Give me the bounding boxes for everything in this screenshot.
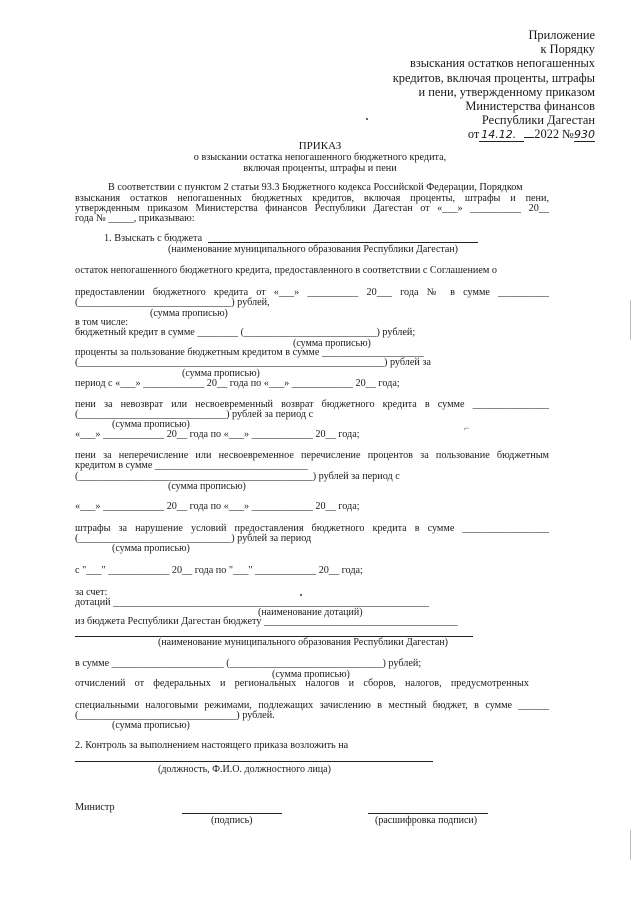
late-interest-line: пени за неперечисление или несвоевременное перечисление процентов за пользование бюджетным [75,450,549,461]
late-interest-line: кредитом в сумме ______________________________ [75,460,308,471]
header-line: Министерства финансов [465,99,595,114]
caption-municipality: (наименование муниципального образования Республики Дагестан) [168,244,459,255]
deductions-line: отчислений от федеральных и региональных налогов и сборов, налогов, предусмотренных [75,678,529,689]
caption-amount-words: (сумма прописью) [112,543,190,554]
caption-decoding: (расшифровка подписи) [375,815,478,826]
caption-municipality: (наименование муниципального образования Республики Дагестан) [158,637,449,648]
special-regimes-line: специальными налоговыми режимами, подлежащих зачислению в местный бюджет, в сумме ______ [75,700,549,711]
caption-signature: (подпись) [211,815,253,826]
caption-amount-words: (сумма прописью) [150,308,228,319]
scan-edge-mark [630,830,632,860]
document-subtitle: о взыскании остатка непогашенного бюджетного кредита, [193,152,447,163]
header-line: Республики Дагестан [481,113,595,128]
section2-text: 2. Контроль за выполнением настоящего приказа возложить на [75,740,349,751]
header-line: к Порядку [540,42,595,57]
intro-line: В соответствии с пунктом 2 статьи 93.3 Бюджетного кодекса Российской Федерации, Порядком [108,182,523,193]
period-line: с "___" ____________ 20__ года по "___" ____________ 20__ года; [75,565,363,576]
header-line: и пени, утвержденному приказом [418,84,595,99]
intro-line: утвержденным приказом Министерства финансов Республики Дагестан от «___» __________ 20__ [75,203,549,214]
document-title: ПРИКАЗ [298,140,342,152]
penalty-line: пени за невозврат или несвоевременный возврат бюджетного кредита в сумме _______________ [75,399,549,410]
period-line: «___» ____________ 20__ года по «___» ____________ 20__ года; [75,429,360,440]
special-rub-line: (_______________________________) рублей. [75,710,275,721]
handwritten-number: 930 [574,128,595,142]
caption-amount-words: (сумма прописью) [182,368,260,379]
rubles-line: (______________________________) рублей, [75,297,270,308]
fines-rub-line: (______________________________) рублей за период [75,533,312,544]
fill-line [75,761,433,762]
header-line: кредитов, включая проценты, штрафы [392,70,595,85]
caption-amount-words: (сумма прописью) [168,481,246,492]
including-label: в том числе: [75,317,129,328]
period-line: «___» ____________ 20__ года по «___» ____________ 20__ года; [75,501,360,512]
caption-amount-words: (сумма прописью) [293,338,371,349]
scan-speck [300,594,302,596]
signature-line [182,813,282,814]
scan-speck [366,118,368,120]
intro-line: года № _____, приказываю: [75,213,195,224]
handwritten-date: 14.12. [479,128,524,142]
section1-lead: 1. Взыскать с бюджета [104,233,203,244]
scan-edge-mark [630,300,632,340]
date-year: 2022 № [534,127,574,142]
fines-line: штрафы за нарушение условий предоставления бюджетного кредита в сумме _________________ [75,523,549,534]
interest-rub-line: (____________________________________________________________) рублей за [75,357,431,368]
document-subtitle: включая проценты, штрафы и пени [243,163,397,174]
interest-line: проценты за пользование бюджетным кредитом в сумме ____________________ [75,347,424,358]
signature-role: Министр [75,802,115,813]
credit-line: бюджетный кредит в сумме ________ (__________________________) рублей; [75,327,416,338]
caption-amount-words: (сумма прописью) [112,720,190,731]
penalty-rub-line: (_____________________________) рублей за период с [75,409,314,420]
caption-official: (должность, Ф.И.О. должностного лица) [158,764,331,775]
budget-line: из бюджета Республики Дагестан бюджету ______________________________________ [75,616,458,627]
period-line: период с «___» ____________ 20__ года по «___» ____________ 20__ года; [75,378,400,389]
header-line: Приложение [528,28,595,42]
remainder-line: остаток непогашенного бюджетного кредита, предоставленного в соответствии с Соглашением о [75,265,497,276]
scan-mark: ⌐ [464,423,470,433]
date-prefix: от [467,127,480,142]
late-interest-rub-line: (______________________________________________) рублей за период с [75,471,400,482]
caption-subsidy-name: (наименование дотаций) [258,607,363,618]
provision-line: предоставлении бюджетного кредита от «___» __________ 20___ года № в сумме __________ [75,287,549,298]
sum-line: в сумме ______________________ (______________________________) рублей; [75,658,422,669]
fill-line [208,242,478,243]
intro-line: взыскания остатков непогашенных бюджетных кредитов, включая проценты, штрафы и пени, [75,193,549,204]
subsidies-line: дотаций ______________________________________________________________ [75,597,429,608]
decoding-line [368,813,488,814]
caption-amount-words: (сумма прописью) [272,669,350,680]
account-label: за счет: [75,587,108,598]
appendix-header [393,28,595,143]
caption-amount-words: (сумма прописью) [112,419,190,430]
header-line: взыскания остатков непогашенных [409,56,595,71]
